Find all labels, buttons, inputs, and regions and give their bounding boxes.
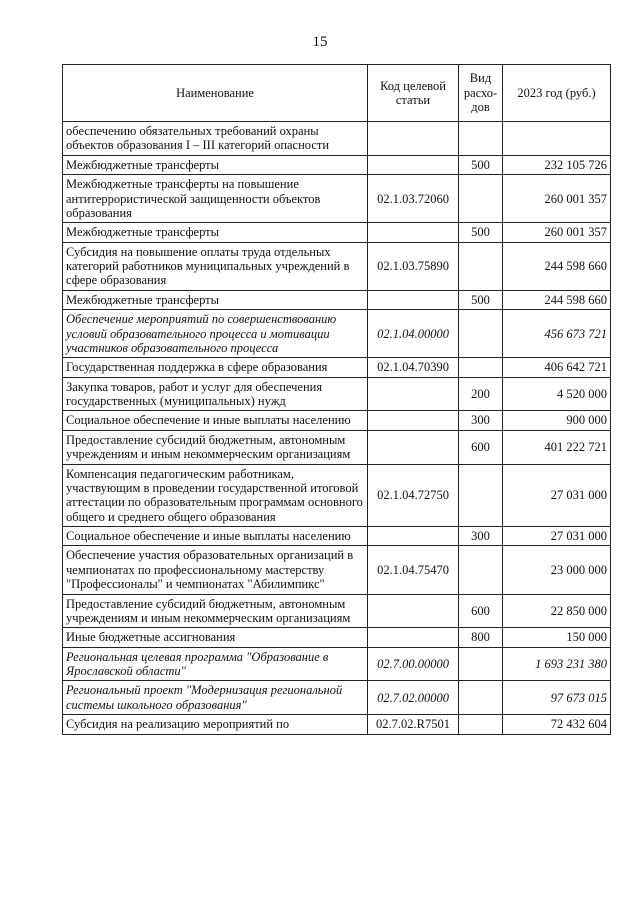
table-row (63, 647, 611, 681)
cell-name: Обеспечение мероприятий по совершенствованию условий образовательного процесса и мотивации участников образовательного процесса (63, 310, 368, 358)
cell-code: 02.1.03.72060 (368, 175, 459, 223)
cell-code (368, 122, 459, 156)
cell-amount: 23 000 000 (503, 546, 611, 594)
cell-name: Субсидия на реализацию мероприятий по (63, 715, 368, 734)
table-row (63, 628, 611, 647)
table-row (63, 464, 611, 527)
cell-type (459, 242, 503, 290)
cell-amount: 72 432 604 (503, 715, 611, 734)
cell-type (459, 310, 503, 358)
cell-amount (503, 122, 611, 156)
cell-type (459, 647, 503, 681)
cell-code: 02.7.02.00000 (368, 681, 459, 715)
cell-type: 600 (459, 594, 503, 628)
table-row (63, 527, 611, 546)
cell-code (368, 411, 459, 430)
header-type: Вид расхо-дов (459, 65, 503, 122)
table-row (63, 358, 611, 377)
cell-type: 500 (459, 290, 503, 309)
cell-type: 500 (459, 155, 503, 174)
cell-amount: 406 642 721 (503, 358, 611, 377)
cell-code (368, 527, 459, 546)
cell-name: Межбюджетные трансферты (63, 223, 368, 242)
cell-amount: 401 222 721 (503, 430, 611, 464)
cell-type: 200 (459, 377, 503, 411)
cell-amount: 97 673 015 (503, 681, 611, 715)
table-row (63, 175, 611, 223)
cell-amount: 900 000 (503, 411, 611, 430)
cell-type: 300 (459, 527, 503, 546)
cell-type: 300 (459, 411, 503, 430)
cell-code: 02.1.03.75890 (368, 242, 459, 290)
cell-code (368, 290, 459, 309)
table-row (63, 546, 611, 594)
cell-type (459, 715, 503, 734)
table-header-row (63, 65, 611, 122)
cell-type (459, 122, 503, 156)
cell-name: Межбюджетные трансферты (63, 290, 368, 309)
cell-amount: 27 031 000 (503, 527, 611, 546)
table-row (63, 242, 611, 290)
cell-name: Региональный проект "Модернизация региональной системы школьного образования" (63, 681, 368, 715)
header-amount: 2023 год (руб.) (503, 65, 611, 122)
header-code: Код целевой статьи (368, 65, 459, 122)
cell-name: Компенсация педагогическим работникам, участвующим в проведении государственной итоговой аттестации по образовательным программам основного общего и среднего общего образования (63, 464, 368, 527)
cell-code (368, 223, 459, 242)
cell-type: 500 (459, 223, 503, 242)
header-name: Наименование (63, 65, 368, 122)
cell-type: 600 (459, 430, 503, 464)
cell-type: 800 (459, 628, 503, 647)
table-row (63, 594, 611, 628)
cell-code: 02.1.04.70390 (368, 358, 459, 377)
cell-code (368, 155, 459, 174)
cell-code: 02.7.02.R7501 (368, 715, 459, 734)
cell-code (368, 628, 459, 647)
cell-amount: 456 673 721 (503, 310, 611, 358)
table-row (63, 310, 611, 358)
cell-code (368, 377, 459, 411)
cell-name: Обеспечение участия образовательных организаций в чемпионатах по профессиональному мастерству "Профессионалы" и чемпионатах "Абилимпикс" (63, 546, 368, 594)
cell-code (368, 594, 459, 628)
table-row (63, 290, 611, 309)
cell-name: Закупка товаров, работ и услуг для обеспечения государственных (муниципальных) нужд (63, 377, 368, 411)
cell-amount: 260 001 357 (503, 223, 611, 242)
budget-table (62, 64, 611, 735)
table-row (63, 411, 611, 430)
table-body (63, 122, 611, 735)
cell-code: 02.1.04.00000 (368, 310, 459, 358)
page-number: 15 (312, 34, 328, 50)
table-row (63, 430, 611, 464)
cell-type (459, 546, 503, 594)
cell-name: обеспечению обязательных требований охраны объектов образования I – III категорий опасности (63, 122, 368, 156)
table-row (63, 715, 611, 734)
cell-code: 02.1.04.72750 (368, 464, 459, 527)
cell-amount: 260 001 357 (503, 175, 611, 223)
cell-name: Государственная поддержка в сфере образования (63, 358, 368, 377)
cell-amount: 27 031 000 (503, 464, 611, 527)
cell-name: Межбюджетные трансферты на повышение антитеррористической защищенности объектов образования (63, 175, 368, 223)
cell-type (459, 464, 503, 527)
cell-name: Предоставление субсидий бюджетным, автономным учреждениям и иным некоммерческим организациям (63, 594, 368, 628)
cell-amount: 244 598 660 (503, 242, 611, 290)
cell-amount: 4 520 000 (503, 377, 611, 411)
cell-name: Иные бюджетные ассигнования (63, 628, 368, 647)
cell-amount: 1 693 231 380 (503, 647, 611, 681)
table-row (63, 223, 611, 242)
cell-name: Предоставление субсидий бюджетным, автономным учреждениям и иным некоммерческим организациям (63, 430, 368, 464)
cell-name: Межбюджетные трансферты (63, 155, 368, 174)
cell-type (459, 681, 503, 715)
table-row (63, 377, 611, 411)
table-row (63, 681, 611, 715)
cell-code: 02.1.04.75470 (368, 546, 459, 594)
cell-name: Социальное обеспечение и иные выплаты населению (63, 411, 368, 430)
cell-code: 02.7.00.00000 (368, 647, 459, 681)
cell-amount: 150 000 (503, 628, 611, 647)
cell-name: Региональная целевая программа "Образование в Ярославской области" (63, 647, 368, 681)
cell-type (459, 175, 503, 223)
cell-amount: 244 598 660 (503, 290, 611, 309)
table-row (63, 122, 611, 156)
cell-code (368, 430, 459, 464)
table-row (63, 155, 611, 174)
cell-amount: 22 850 000 (503, 594, 611, 628)
cell-name: Субсидия на повышение оплаты труда отдельных категорий работников муниципальных учреждений в сфере образования (63, 242, 368, 290)
cell-amount: 232 105 726 (503, 155, 611, 174)
cell-name: Социальное обеспечение и иные выплаты населению (63, 527, 368, 546)
cell-type (459, 358, 503, 377)
